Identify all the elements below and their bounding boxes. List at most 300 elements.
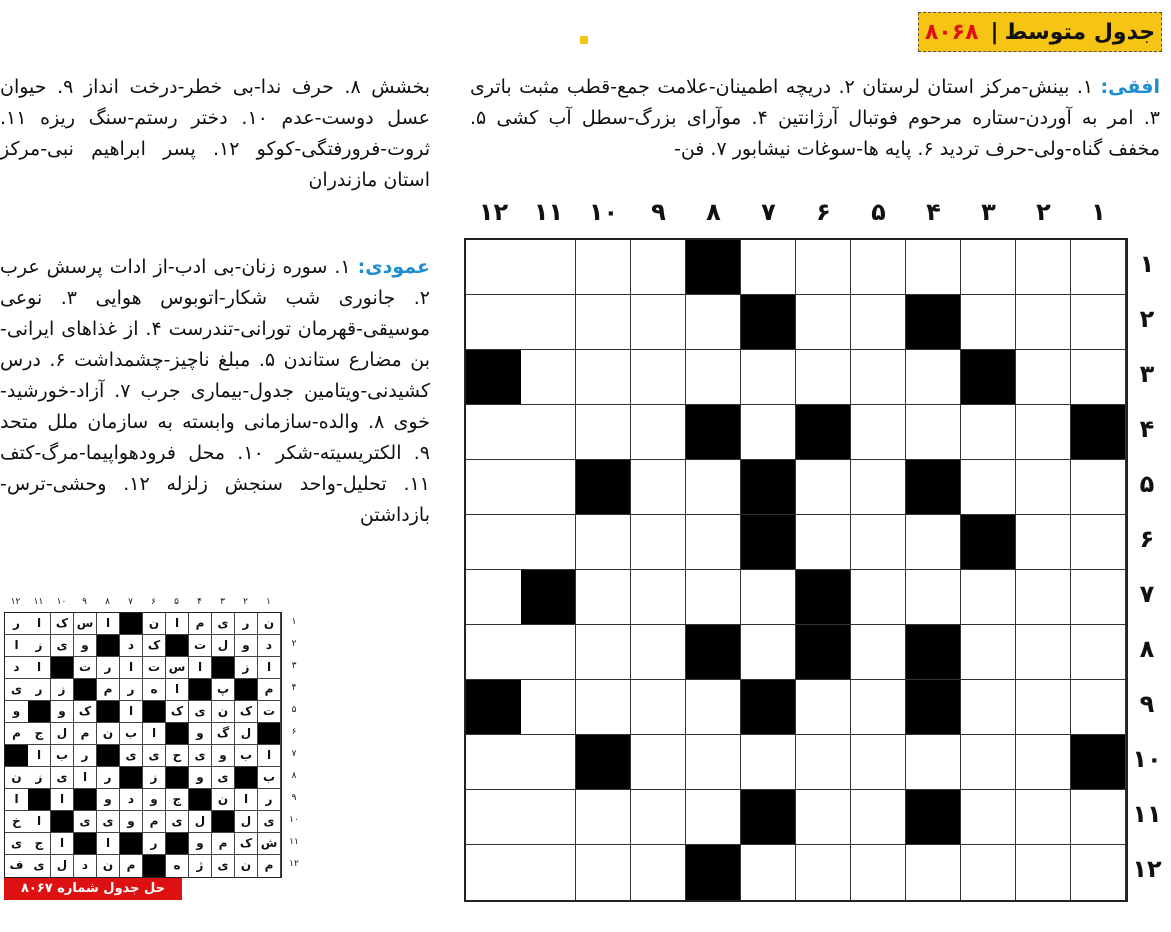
solution-row-number: ۱۲ [289,859,299,869]
solution-cell: ا [51,789,74,811]
solution-column-number: ۶ [151,597,156,607]
solution-cell: ا [258,745,281,767]
solution-cell: ی [212,767,235,789]
grid-cell[interactable] [1071,460,1126,515]
solution-cell: د [5,657,28,679]
black-cell [796,570,851,625]
grid-cell[interactable] [466,845,521,900]
grid-cell[interactable] [851,845,906,900]
grid-cell[interactable] [521,350,576,405]
solution-black-cell [51,811,74,833]
solution-black-cell [189,789,212,811]
grid-cell[interactable] [576,790,631,845]
black-cell [741,680,796,735]
column-number: ۷ [761,198,776,226]
grid-cell[interactable] [631,295,686,350]
grid-cell[interactable] [796,350,851,405]
black-cell [686,845,741,900]
grid-cell[interactable] [961,240,1016,295]
grid-cell[interactable] [851,515,906,570]
grid-cell[interactable] [576,350,631,405]
grid-cell[interactable] [906,350,961,405]
solution-cell: م [74,723,97,745]
solution-cell: ژ [189,855,212,877]
solution-cell: ن [258,613,281,635]
solution-cell: ی [51,635,74,657]
solution-cell: و [189,833,212,855]
solution-cell: ک [143,635,166,657]
grid-cell[interactable] [631,680,686,735]
black-cell [521,570,576,625]
grid-cell[interactable] [741,405,796,460]
solution-cell: ت [189,635,212,657]
grid-cell[interactable] [906,240,961,295]
grid-cell[interactable] [686,735,741,790]
solution-cell: ل [235,811,258,833]
solution-cell: ک [166,701,189,723]
grid-cell[interactable] [631,735,686,790]
puzzle-title: جدول متوسط [1004,19,1156,45]
row-number: ۱۲ [1132,855,1162,883]
row-number: ۲ [1139,305,1155,333]
solution-black-cell [51,657,74,679]
column-number: ۱ [1091,198,1106,226]
solution-black-cell [235,679,258,701]
solution-column-number: ۱۰ [56,597,67,607]
grid-cell[interactable] [796,790,851,845]
grid-cell[interactable] [1071,295,1126,350]
solution-black-cell [143,855,166,877]
black-cell [576,460,631,515]
solution-cell: د [120,789,143,811]
grid-cell[interactable] [576,295,631,350]
column-number: ۵ [871,198,886,226]
grid-cell[interactable] [686,350,741,405]
black-cell [741,790,796,845]
across-clues [470,72,1160,165]
solution-cell: ا [166,679,189,701]
solution-cell: ج [166,789,189,811]
grid-cell[interactable] [741,350,796,405]
grid-cell[interactable] [466,405,521,460]
grid-cell[interactable] [796,735,851,790]
solution-cell: ا [235,789,258,811]
column-number: ۱۲ [478,198,509,226]
solution-cell: و [189,767,212,789]
grid-cell[interactable] [631,625,686,680]
black-cell [961,515,1016,570]
grid-cell[interactable] [741,570,796,625]
grid-cell[interactable] [631,845,686,900]
grid-cell[interactable] [1071,845,1126,900]
grid-cell[interactable] [1016,735,1071,790]
solution-cell: ر [97,657,120,679]
row-number: ۱ [1139,250,1155,278]
grid-cell[interactable] [521,790,576,845]
solution-cell: ت [143,657,166,679]
solution-cell: ک [235,701,258,723]
grid-cell[interactable] [1016,460,1071,515]
solution-black-cell [258,723,281,745]
grid-cell[interactable] [851,570,906,625]
row-number: ۴ [1139,415,1155,443]
grid-cell[interactable] [521,460,576,515]
grid-cell[interactable] [631,570,686,625]
solution-row-number: ۱ [291,617,297,627]
grid-cell[interactable] [631,405,686,460]
grid-cell[interactable] [466,240,521,295]
solution-cell: ز [51,679,74,701]
solution-cell: ب [120,723,143,745]
across-label: افقی: [1100,76,1160,98]
column-number: ۱۱ [533,198,564,226]
solution-black-cell [120,767,143,789]
grid-cell[interactable] [851,240,906,295]
grid-cell[interactable] [796,515,851,570]
black-cell [741,295,796,350]
grid-cell[interactable] [466,570,521,625]
grid-cell[interactable] [906,845,961,900]
solution-column-number: ۱۱ [33,597,44,607]
solution-cell: ن [212,789,235,811]
solution-cell: ی [212,613,235,635]
solution-cell: ی [258,811,281,833]
grid-cell[interactable] [686,680,741,735]
grid-cell[interactable] [906,515,961,570]
solution-cell: د [120,635,143,657]
grid-cell[interactable] [1016,240,1071,295]
black-cell [906,625,961,680]
grid-cell[interactable] [1071,680,1126,735]
grid-cell[interactable] [851,790,906,845]
black-cell [796,405,851,460]
grid-cell[interactable] [851,405,906,460]
solution-black-cell [74,679,97,701]
grid-cell[interactable] [1071,625,1126,680]
grid-cell[interactable] [961,570,1016,625]
solution-row-number: ۱۰ [289,815,299,825]
solution-cell: ن [5,767,28,789]
grid-cell[interactable] [466,625,521,680]
down-label: عمودی: [357,256,430,278]
solution-cell: ا [166,613,189,635]
grid-cell[interactable] [1016,295,1071,350]
solution-black-cell [120,833,143,855]
grid-cell[interactable] [466,790,521,845]
solution-row-number: ۶ [291,727,297,737]
column-number: ۱۰ [588,198,619,226]
solution-cell: گ [212,723,235,745]
title-separator: | [990,19,999,45]
solution-cell: ی [143,745,166,767]
grid-cell[interactable] [851,625,906,680]
grid-cell[interactable] [631,240,686,295]
grid-cell[interactable] [521,240,576,295]
grid-cell[interactable] [906,405,961,460]
row-number: ۱۰ [1132,745,1162,773]
grid-cell[interactable] [631,460,686,515]
solution-cell: خ [5,811,28,833]
grid-cell[interactable] [576,405,631,460]
solution-cell: ا [143,723,166,745]
solution-black-cell [120,613,143,635]
solution-cell: ک [51,613,74,635]
grid-cell[interactable] [521,405,576,460]
grid-cell[interactable] [631,790,686,845]
solution-cell: ز [28,767,51,789]
grid-cell[interactable] [1016,680,1071,735]
solution-cell: ا [28,613,51,635]
solution-cell: و [189,723,212,745]
grid-cell[interactable] [521,845,576,900]
grid-cell[interactable] [851,735,906,790]
solution-cell: ی [97,811,120,833]
grid-cell[interactable] [466,515,521,570]
solution-cell: ل [189,811,212,833]
solution-black-cell [212,657,235,679]
solution-cell: ی [189,745,212,767]
black-cell [576,735,631,790]
grid-cell[interactable] [851,460,906,515]
grid-column-numbers [466,198,1126,228]
grid-cell[interactable] [1071,515,1126,570]
grid-cell[interactable] [961,735,1016,790]
grid-cell[interactable] [851,295,906,350]
black-cell [906,460,961,515]
black-cell [466,350,521,405]
solution-cell: م [97,679,120,701]
solution-cell: ز [235,657,258,679]
grid-cell[interactable] [686,515,741,570]
puzzle-title-badge [918,12,1162,52]
column-number: ۲ [1036,198,1051,226]
grid-cell[interactable] [961,625,1016,680]
solution-row-number: ۹ [291,793,297,803]
solution-black-cell [189,679,212,701]
solution-cell: ر [28,679,51,701]
solution-cell: ه [143,679,166,701]
solution-cell: ک [74,701,97,723]
grid-cell[interactable] [631,350,686,405]
solution-row-number: ۳ [291,661,297,671]
solution-black-cell [97,701,120,723]
grid-cell[interactable] [796,460,851,515]
solution-cell: ل [51,855,74,877]
solution-cell: ح [166,745,189,767]
grid-cell[interactable] [796,240,851,295]
black-cell [906,790,961,845]
grid-cell[interactable] [741,845,796,900]
solution-row-number: ۲ [291,639,297,649]
solution-cell: س [74,613,97,635]
grid-cell[interactable] [741,735,796,790]
grid-cell[interactable] [466,735,521,790]
solution-cell: و [120,811,143,833]
solution-cell: ی [28,855,51,877]
solution-cell: ا [5,635,28,657]
black-cell [796,625,851,680]
solution-cell: ا [28,811,51,833]
crossword-grid [464,238,1128,902]
column-number: ۸ [706,198,721,226]
grid-cell[interactable] [576,240,631,295]
grid-cell[interactable] [1071,350,1126,405]
grid-cell[interactable] [796,845,851,900]
solution-cell: م [5,723,28,745]
grid-cell[interactable] [741,240,796,295]
solution-row-number: ۷ [291,749,297,759]
solution-cell: ن [143,613,166,635]
grid-cell[interactable] [521,295,576,350]
grid-cell[interactable] [796,295,851,350]
solution-cell: و [74,635,97,657]
solution-cell: ا [28,745,51,767]
solution-cell: ا [258,657,281,679]
solution-column-number: ۵ [174,597,179,607]
solution-column-number: ۴ [197,597,202,607]
grid-cell[interactable] [906,735,961,790]
solution-cell: ز [28,635,51,657]
grid-cell[interactable] [1016,625,1071,680]
black-cell [741,460,796,515]
solution-cell: ش [258,833,281,855]
solution-row-number: ۵ [291,705,297,715]
grid-cell[interactable] [1016,790,1071,845]
across-clues-text-2: بخشش ۸. حرف ندا-بی خطر-درخت انداز ۹. حیوان عسل دوست-عدم ۱۰. دختر رستم-سنگ ریزه ۱۱. ثروت-فرورفتگی-کوکو ۱۲. پسر ابراهیم نبی-مرکز استان مازندران [0,76,431,191]
solution-cell: ر [143,833,166,855]
grid-cell[interactable] [961,295,1016,350]
grid-cell[interactable] [686,295,741,350]
grid-cell[interactable] [576,680,631,735]
solution-cell: و [5,701,28,723]
grid-cell[interactable] [686,460,741,515]
grid-cell[interactable] [961,680,1016,735]
grid-cell[interactable] [576,625,631,680]
row-number: ۸ [1139,635,1155,663]
solution-cell: ا [120,657,143,679]
grid-cell[interactable] [576,515,631,570]
grid-cell[interactable] [686,790,741,845]
column-number: ۹ [651,198,666,226]
row-number: ۵ [1139,470,1155,498]
solution-column-number: ۷ [128,597,133,607]
grid-cell[interactable] [1016,845,1071,900]
solution-cell: ا [189,657,212,679]
solution-cell: ا [28,657,51,679]
solution-cell: م [189,613,212,635]
solution-cell: ر [235,613,258,635]
solution-cell: م [120,855,143,877]
grid-cell[interactable] [961,405,1016,460]
grid-cell[interactable] [576,845,631,900]
across-clues-text-1: ۱. بینش-مرکز استان لرستان ۲. دریچه اطمینان-علامت جمع-قطب مثبت باتری ۳. امر به آوردن-ستاره مرحوم فوتبال آرژانتین ۴. موآرای بزرگ-سطل آب کشی ۵. مخفف گناه-ولی-حرف تردید ۶. پایه ها-سوغات نیشابور ۷. فن- [470,76,1160,160]
black-cell [466,680,521,735]
grid-cell[interactable] [961,460,1016,515]
solution-cell: پ [212,679,235,701]
grid-cell[interactable] [466,295,521,350]
solution-black-cell [28,701,51,723]
grid-cell[interactable] [631,515,686,570]
column-number: ۳ [981,198,996,226]
solution-cell: ا [97,833,120,855]
solution-cell: ن [97,855,120,877]
grid-cell[interactable] [521,515,576,570]
grid-cell[interactable] [961,845,1016,900]
solution-cell: ا [5,789,28,811]
solution-cell: و [212,745,235,767]
black-cell [961,350,1016,405]
across-clues-continued [0,72,430,196]
solution-row-number: ۸ [291,771,297,781]
grid-cell[interactable] [521,735,576,790]
solution-cell: ی [74,811,97,833]
row-number: ۳ [1139,360,1155,388]
grid-cell[interactable] [851,350,906,405]
solution-cell: ی [5,833,28,855]
solution-cell: و [97,789,120,811]
solution-cell: ر [258,789,281,811]
black-cell [686,240,741,295]
grid-cell[interactable] [1071,570,1126,625]
grid-cell[interactable] [851,680,906,735]
grid-cell[interactable] [741,625,796,680]
grid-cell[interactable] [521,625,576,680]
down-clues-text: ۱. سوره زنان-بی ادب-از ادات پرسش عرب ۲. جانوری شب شکار-اتوبوس هوایی ۳. نوعی موسیقی-قهرمان تورانی-تندرست ۴. از غذاهای ایرانی-بن مضارع ستاندن ۵. مبلغ ناچیز-چشمداشت ۶. درس کشیدنی-ویتامین جدول-بیماری جرب ۷. آزاد-خورشید-خوی ۸. والده-سازمانی وابسته به سازمان ملل متحد ۹. الکتریسیته-شکر ۱۰. محل فرودهواپیما-مرگ-کتف ۱۱. تحلیل-واحد سنجش زلزله ۱۲. وحشی-ترس-بازداشتن [0,256,430,526]
grid-cell[interactable] [796,680,851,735]
solution-black-cell [5,745,28,767]
solution-cell: ا [74,767,97,789]
solution-cell: ا [97,613,120,635]
solution-cell: ب [258,767,281,789]
grid-cell[interactable] [1071,790,1126,845]
grid-cell[interactable] [576,570,631,625]
grid-cell[interactable] [961,790,1016,845]
grid-cell[interactable] [1071,240,1126,295]
solution-cell: د [74,855,97,877]
solution-cell: ب [235,745,258,767]
grid-cell[interactable] [1016,570,1071,625]
previous-solution-grid [4,612,282,878]
black-cell [686,625,741,680]
solution-cell: و [143,789,166,811]
grid-cell[interactable] [1016,405,1071,460]
grid-cell[interactable] [906,570,961,625]
solution-cell: ک [235,833,258,855]
grid-cell[interactable] [521,680,576,735]
solution-cell: ل [51,723,74,745]
solution-black-cell [166,723,189,745]
solution-black-cell [74,789,97,811]
solution-black-cell [235,767,258,789]
black-cell [686,405,741,460]
column-number: ۶ [816,198,831,226]
solution-cell: ج [28,723,51,745]
grid-cell[interactable] [466,460,521,515]
solution-cell: ی [5,679,28,701]
solution-cell: م [143,811,166,833]
grid-cell[interactable] [1016,350,1071,405]
grid-cell[interactable] [1016,515,1071,570]
solution-cell: ن [235,855,258,877]
solution-row-number: ۴ [291,683,297,693]
solution-cell: ر [97,767,120,789]
solution-cell: ز [143,767,166,789]
grid-cell[interactable] [686,570,741,625]
column-number: ۴ [926,198,941,226]
solution-column-number: ۳ [220,597,225,607]
solution-black-cell [143,701,166,723]
black-cell [906,295,961,350]
